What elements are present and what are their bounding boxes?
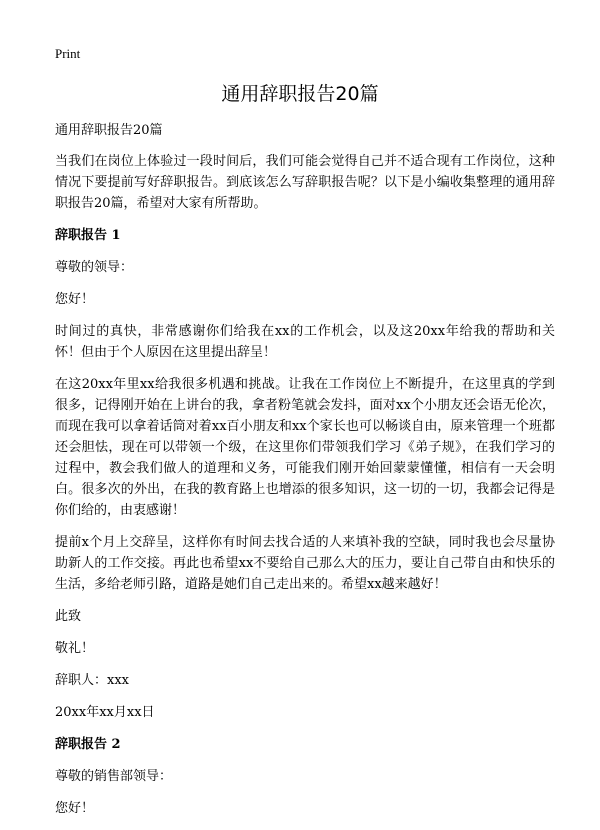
document-subtitle: 通用辞职报告20篇 [55, 123, 163, 138]
document-body [55, 120, 555, 830]
print-label: Print [55, 46, 81, 61]
salutation: 尊敬的销售部领导： [55, 769, 173, 784]
body-paragraph: 在这20xx年里xx给我很多机遇和挑战。让我在工作岗位上不断提升，在这里真的学到很多，记得刚开始在上讲台的我，拿者粉笔就会发抖，面对xx个小朋友还会语无伦次，而现在我可以拿着话筒对着xx百小朋友和xx个家长也可以畅谈自由，原来管理一个班都还会胆怯，现在可以带领一个级，在这里你们带领我们学习《弟子规》，在我们学习的过程中，教会我们做人的道理和义务，可能我们刚开始回蒙蒙懂懂，相信有一天会明白。很多次的外出，在我的教育路上也增添的很多知识，这一切的一切，我都会记得是你们给的，由衷感谢！ [55, 377, 555, 518]
date-line: 20xx年xx月xx日 [55, 705, 155, 720]
salutation: 尊敬的领导： [55, 260, 134, 275]
signer-line: 辞职人：xxx [55, 673, 129, 688]
section-heading: 辞职报告 1 [55, 228, 121, 243]
closing-line: 此致 [55, 609, 82, 624]
greeting: 您好！ [55, 801, 95, 816]
body-paragraph: 时间过的真快，非常感谢你们给我在xx的工作机会，以及这20xx年给我的帮助和关怀！但由于个人原因在这里提出辞呈！ [55, 324, 555, 360]
intro-paragraph: 当我们在岗位上体验过一段时间后，我们可能会觉得自己并不适合现有工作岗位，这种情况下要提前写好辞职报告。到底该怎么写辞职报告呢？以下是小编收集整理的通用辞职报告20篇，希望对大家有所帮助。 [55, 154, 555, 211]
body-paragraph: 提前x个月上交辞呈，这样你有时间去找合适的人来填补我的空缺，同时我也会尽量协助新人的工作交接。再此也希望xx不要给自己那么大的压力，要让自己带自由和快乐的生活，多给老师引路，道路是她们自己走出来的。希望xx越来越好！ [55, 535, 555, 592]
closing-line: 敬礼！ [55, 641, 95, 656]
section-heading: 辞职报告 2 [55, 737, 121, 752]
greeting: 您好！ [55, 292, 95, 307]
page-title: 通用辞职报告20篇 [221, 83, 379, 105]
